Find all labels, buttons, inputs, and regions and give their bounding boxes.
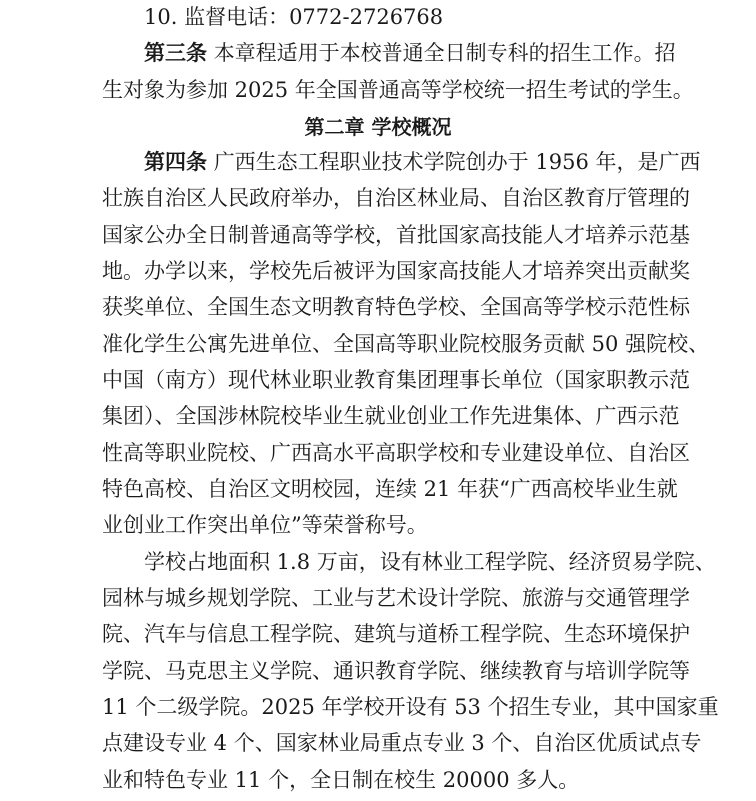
article-4-line: 性高等职业院校、广西高水平高职学校和专业建设单位、自治区: [102, 441, 690, 465]
article-4-line: 地。办学以来，学校先后被评为国家高技能人才培养突出贡献奖: [102, 259, 690, 283]
article-3-line-1: 第三条 本章程适用于本校普通全日制专科的招生工作。招: [144, 41, 676, 65]
article-4-line: 壮族自治区人民政府举办，自治区林业局、自治区教育厅管理的: [102, 186, 690, 210]
campus-line: 院、汽车与信息工程学院、建筑与道桥工程学院、生态环境保护: [102, 622, 690, 646]
chapter-2-heading: 第二章 学校概况: [304, 115, 452, 139]
article-4-line: 业创业工作突出单位”等荣誉称号。: [102, 513, 428, 537]
article-4-line: 准化学生公寓先进单位、全国高等职业院校服务贡献 50 强院校、: [102, 332, 710, 356]
campus-line-1: 学校占地面积 1.8 万亩，设有林业工程学院、经济贸易学院、: [144, 550, 716, 574]
article-4-line: 中国（南方）现代林业职业教育集团理事长单位（国家职教示范: [102, 368, 690, 392]
campus-line: 园林与城乡规划学院、工业与艺术设计学院、旅游与交通管理学: [102, 586, 690, 610]
article-3-line-2: 生对象为参加 2025 年全国普通高等学校统一招生考试的学生。: [102, 78, 694, 102]
article-4-line: 集团）、全国涉林院校毕业生就业创业工作先进集体、广西示范: [102, 404, 680, 428]
supervision-phone-item: 10. 监督电话：0772-2726768: [144, 5, 444, 29]
article-4-line-1: 第四条 广西生态工程职业技术学院创办于 1956 年，是广西: [144, 150, 701, 174]
campus-line: 11 个二级学院。2025 年学校开设有 53 个招生专业，其中国家重: [102, 695, 719, 719]
campus-line: 点建设专业 4 个、国家林业局重点专业 3 个、自治区优质试点专: [102, 731, 702, 755]
campus-line: 学院、马克思主义学院、通识教育学院、继续教育与培训学院等: [102, 659, 690, 683]
article-4-line: 特色高校、自治区文明校园，连续 21 年获“广西高校毕业生就: [102, 477, 678, 501]
article-4-line: 获奖单位、全国生态文明教育特色学校、全国高等学校示范性标: [102, 295, 690, 319]
campus-line: 业和特色专业 11 个，全日制在校生 20000 多人。: [102, 768, 580, 792]
article-4-label: 第四条: [144, 150, 207, 174]
article-4-line: 国家公办全日制普通高等学校，首批国家高技能人才培养示范基: [102, 223, 690, 247]
article-3-label: 第三条: [144, 41, 207, 65]
